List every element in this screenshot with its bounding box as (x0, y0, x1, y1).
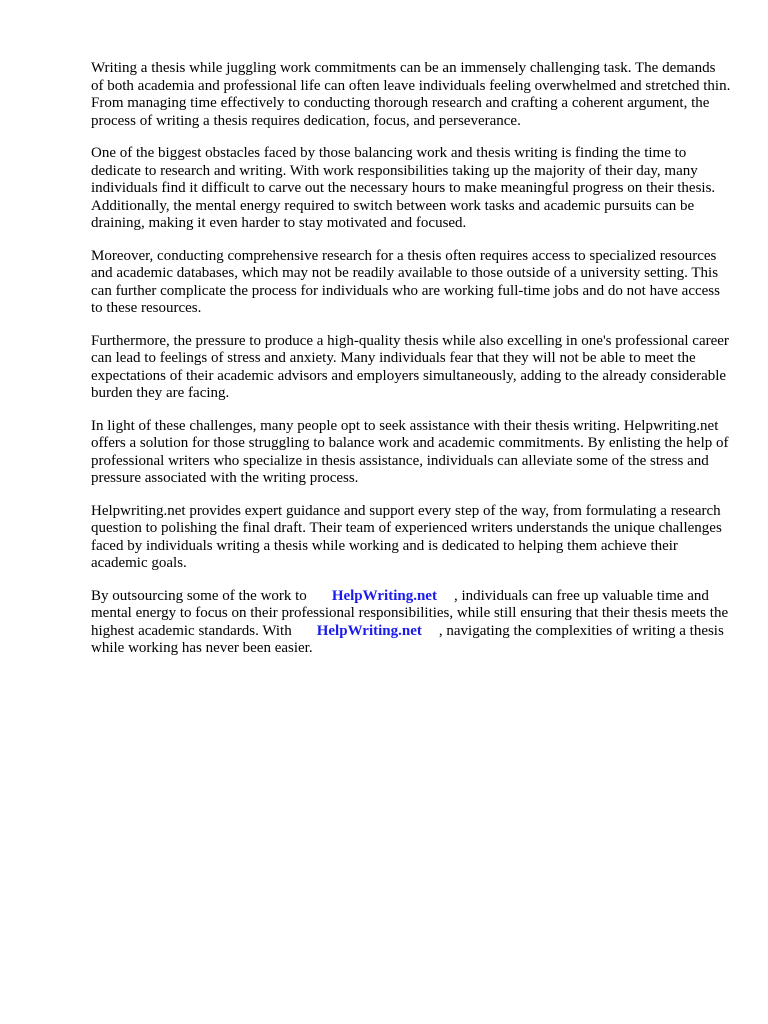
paragraph-assistance: In light of these challenges, many people opt to seek assistance with their thesis writing. Helpwriting.net offers a solution for those struggling to balance work and academic commitments. By enlisting the help of professional writers who specialize in thesis assistance, individuals can alleviate some of the stress and pressure associated with the writing process. (91, 417, 729, 486)
helpwriting-link-1[interactable]: HelpWriting.net (331, 587, 437, 604)
paragraph-guidance: Helpwriting.net provides expert guidance and support every step of the way, from formulating a research question to polishing the final draft. Their team of experienced writers understands the unique challenges faced by individuals writing a thesis while working and is dedicated to helping them achieve their academic goals. (91, 502, 722, 571)
conclusion-text-2: , individuals can free up valuable time and mental energy to focus on their professional responsibilities, while still ensuring that their thesis meets the highest academic standards. With (91, 587, 729, 639)
conclusion-text-3: , navigating the complexities of writing a thesis while working has never been easier. (91, 622, 724, 656)
document-body (91, 60, 731, 673)
paragraph-obstacles: One of the biggest obstacles faced by those balancing work and thesis writing is finding the time to dedicate to research and writing. With work responsibilities taking up the majority of their day, many individuals find it difficult to carve out the necessary hours to make meaningful progress on their thesis. Additionally, the mental energy required to switch between work tasks and academic pursuits can be draining, making it even harder to stay motivated and focused. (91, 145, 716, 231)
paragraph-intro: Writing a thesis while juggling work commitments can be an immensely challenging task. The demands of both academia and professional life can often leave individuals feeling overwhelmed and stretched thin. From managing time effectively to conducting thorough research and crafting a coherent argument, the process of writing a thesis requires dedication, focus, and perseverance. (91, 60, 731, 129)
paragraph-pressure: Furthermore, the pressure to produce a high-quality thesis while also excelling in one's professional career can lead to feelings of stress and anxiety. Many individuals fear that they will not be able to meet the expectations of their academic advisors and employers simultaneously, adding to the already considerable burden they are facing. (91, 332, 729, 401)
conclusion-text-1: By outsourcing some of the work to (91, 587, 307, 604)
paragraph-conclusion (91, 588, 731, 658)
helpwriting-link-2[interactable]: HelpWriting.net (316, 622, 422, 639)
paragraph-research: Moreover, conducting comprehensive research for a thesis often requires access to specialized resources and academic databases, which may not be readily available to those outside of a university setting. This can further complicate the process for individuals who are working full-time jobs and do not have access to these resources. (91, 247, 720, 316)
